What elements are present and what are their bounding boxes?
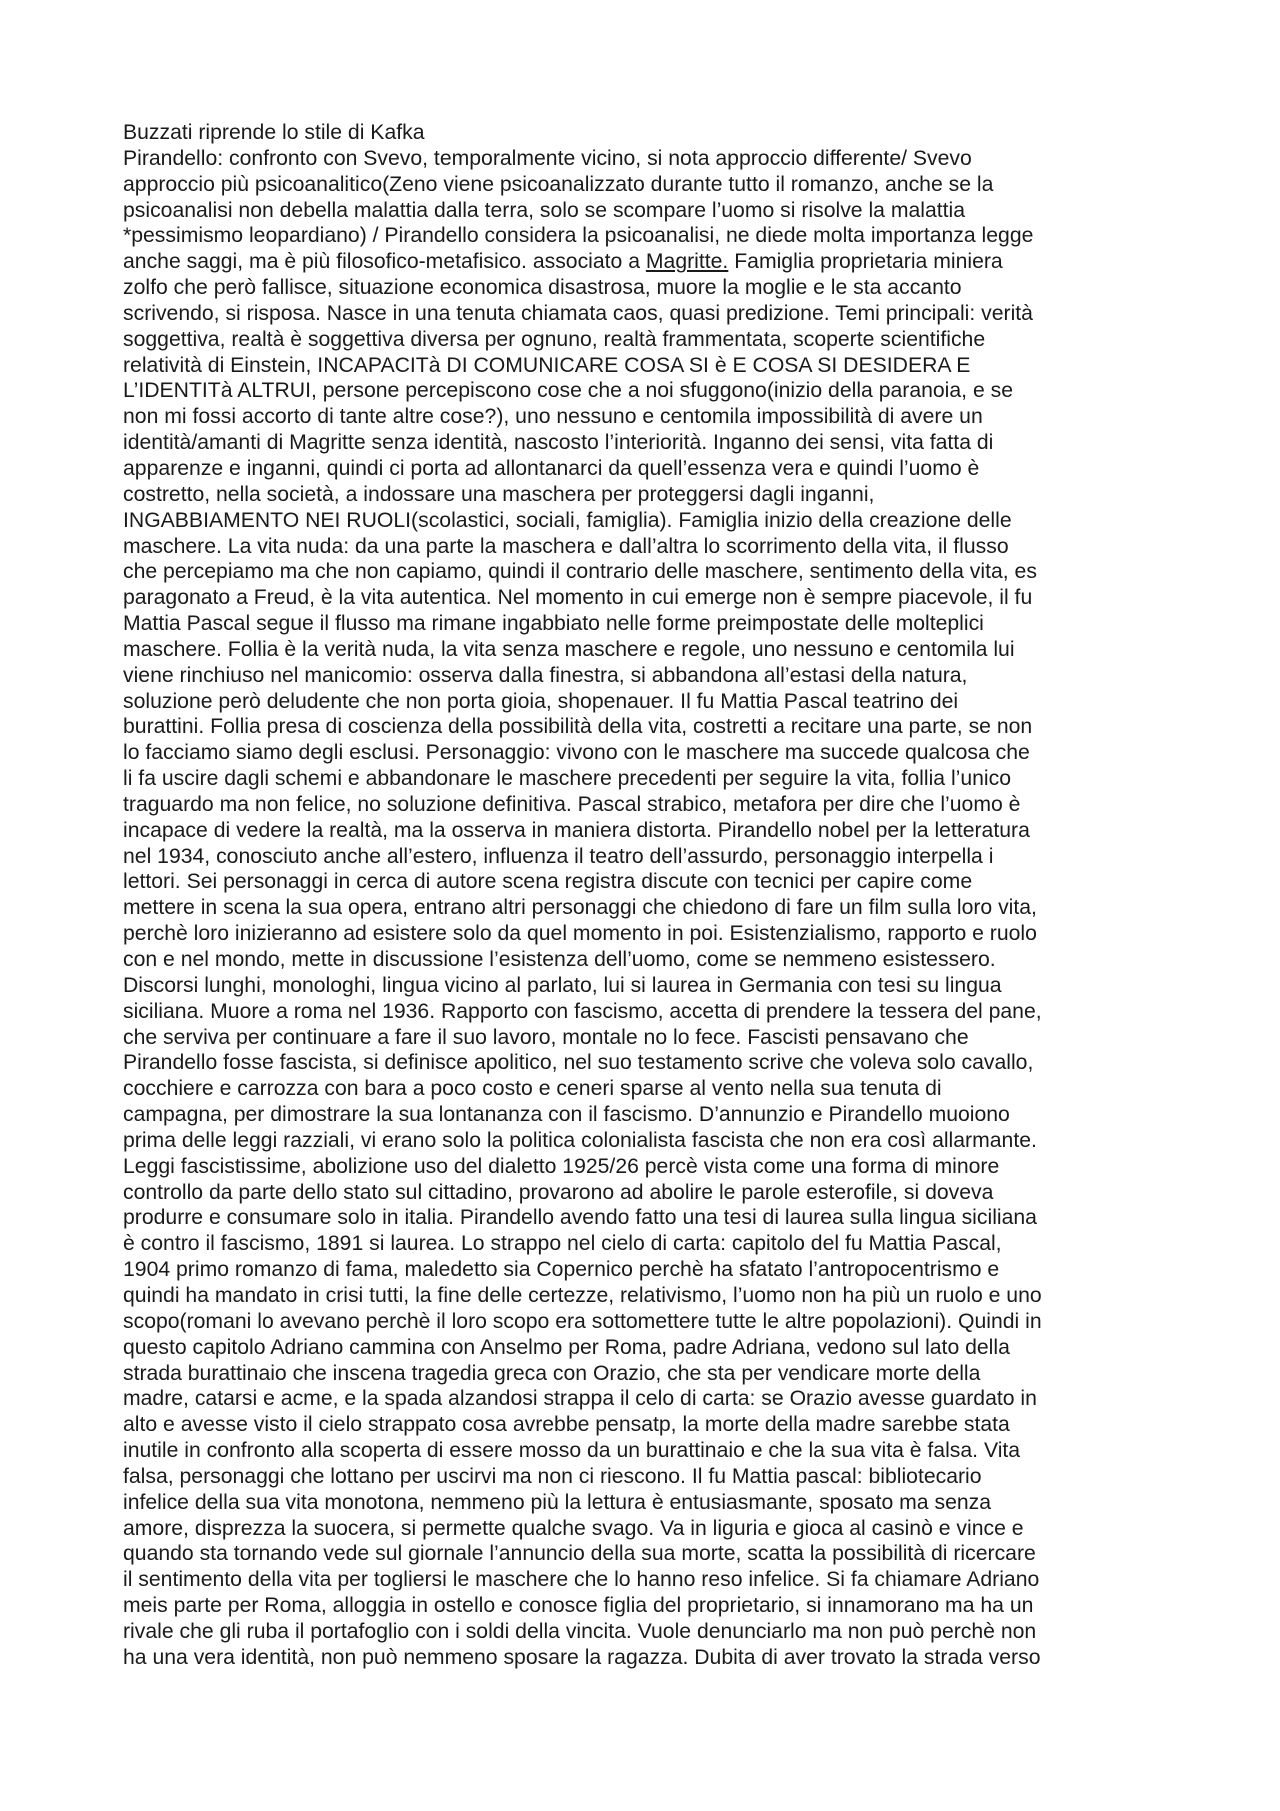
text-line: rivale che gli ruba il portafoglio con i soldi della vincita. Vuole denunciarlo ma non può perchè non <box>123 1619 1037 1643</box>
text-line: ha una vera identità, non può nemmeno sposare la ragazza. Dubita di aver trovato la strada verso <box>123 1645 1041 1669</box>
text-line: mettere in scena la sua opera, entrano altri personaggi che chiedono di fare un film sulla loro vita, <box>123 896 1037 920</box>
text-line: maschere. La vita nuda: da una parte la maschera e dall’altra lo scorrimento della vita, il flusso <box>123 534 1009 558</box>
text-line: meis parte per Roma, alloggia in ostello e conosce figlia del proprietario, si innamorano ma ha un <box>123 1594 1034 1618</box>
text-line: burattini. Follia presa di coscienza della possibilità della vita, costretti a recitare una parte, se non <box>123 715 1033 739</box>
text-line: falsa, personaggi che lottano per uscirvi ma non ci riescono. Il fu Mattia pascal: bibliotecario <box>123 1464 982 1488</box>
text-line: *pessimismo leopardiano) / Pirandello considera la psicoanalisi, ne diede molta importanza legge <box>123 224 1034 248</box>
text-line: madre, catarsi e acme, e la spada alzandosi strappa il celo di carta: se Orazio avesse guardato in <box>123 1387 1037 1411</box>
text-line: siciliana. Muore a roma nel 1936. Rapporto con fascismo, accetta di prendere la tessera del pane, <box>123 999 1042 1023</box>
text-line: Pirandello: confronto con Svevo, temporalmente vicino, si nota approccio differente/ Svevo <box>123 146 972 170</box>
text-line: incapace di vedere la realtà, ma la osserva in maniera distorta. Pirandello nobel per la letteratura <box>123 818 1030 842</box>
text-line: maschere. Follia è la verità nuda, la vita senza maschere e regole, uno nessuno e centomila lui <box>123 637 1015 661</box>
text-line: che percepiamo ma che non capiamo, quindi il contrario delle maschere, sentimento della vita, es <box>123 560 1037 584</box>
text-line: INGABBIAMENTO NEI RUOLI(scolastici, sociali, famiglia). Famiglia inizio della creazione delle <box>123 508 1012 532</box>
text-line: traguardo ma non felice, no soluzione definitiva. Pascal strabico, metafora per dire che l’uomo è <box>123 792 1021 816</box>
text-line: Pirandello fosse fascista, si definisce apolitico, nel suo testamento scrive che voleva solo cavallo, <box>123 1051 1034 1075</box>
text-line: non mi fossi accorto di tante altre cose?), uno nessuno e centomila impossibilità di avere un <box>123 405 983 429</box>
text-line: Mattia Pascal segue il flusso ma rimane ingabbiato nelle forme preimpostate delle molteplici <box>123 612 984 636</box>
text-line: identità/amanti di Magritte senza identità, nascosto l’interiorità. Inganno dei sensi, vita fatta di <box>123 431 994 455</box>
text-line: lettori. Sei personaggi in cerca di autore scena registra discute con tecnici per capire come <box>123 870 973 894</box>
text-line: infelice della sua vita monotona, nemmeno più la lettura è entusiasmante, sposato ma senza <box>123 1490 992 1514</box>
text-line: Discorsi lunghi, monologhi, lingua vicino al parlato, lui si laurea in Germania con tesi su lingua <box>123 973 1002 997</box>
text-line: quando sta tornando vede sul giornale l’annuncio della sua morte, scatta la possibilità di ricercare <box>123 1542 1036 1566</box>
text-line: campagna, per dimostrare la sua lontananza con il fascismo. D’annunzio e Pirandello muoiono <box>123 1103 1010 1127</box>
text-line: soluzione però deludente che non porta gioia, shopenauer. Il fu Mattia Pascal teatrino dei <box>123 689 959 713</box>
document-body <box>123 120 1163 1671</box>
text-line: prima delle leggi razziali, vi erano solo la politica colonialista fascista che non era così allarmante. <box>123 1128 1037 1152</box>
text-line: Buzzati riprende lo stile di Kafka <box>123 121 425 144</box>
text-line: Leggi fascistissime, abolizione uso del dialetto 1925/26 percè vista come una forma di minore <box>123 1154 1000 1178</box>
text-line: scrivendo, si risposa. Nasce in una tenuta chiamata caos, quasi predizione. Temi principali: verità <box>123 301 1033 325</box>
text-line: è contro il fascismo, 1891 si laurea. Lo strappo nel cielo di carta: capitolo del fu Mattia Pascal, <box>123 1232 1002 1256</box>
text-line: controllo da parte dello stato sul cittadino, provarono ad abolire le parole esterofile, si doveva <box>123 1180 994 1204</box>
text-line: amore, disprezza la suocera, si permette qualche svago. Va in liguria e gioca al casinò e vince e <box>123 1516 1024 1540</box>
text-line: zolfo che però fallisce, situazione economica disastrosa, muore la moglie e le sta accanto <box>123 276 962 300</box>
text-line: cocchiere e carrozza con bara a poco costo e ceneri sparse al vento nella sua tenuta di <box>123 1077 942 1101</box>
text-line: perchè loro inizieranno ad esistere solo da quel momento in poi. Esistenzialismo, rapporto e ruolo <box>123 922 1037 946</box>
text-line: inutile in confronto alla scoperta di essere mosso da un burattinaio e che la sua vita è falsa. Vita <box>123 1439 1021 1463</box>
text-line: soggettiva, realtà è soggettiva diversa per ognuno, realtà frammentata, scoperte scientifiche <box>123 327 986 351</box>
text-line: con e nel mondo, mette in discussione l’esistenza dell’uomo, come se nemmeno esistessero. <box>123 948 996 971</box>
text-line: il sentimento della vita per togliersi le maschere che lo hanno reso infelice. Si fa chiamare Adriano <box>123 1568 1040 1592</box>
text-segment: anche saggi, ma è più filosofico-metafisico. associato a <box>123 250 646 274</box>
text-line: alto e avesse visto il cielo strappato cosa avrebbe pensatp, la morte della madre sarebbe stata <box>123 1413 1010 1437</box>
text-line: scopo(romani lo avevano perchè il loro scopo era sottomettere tutte le altre popolazioni). Quindi in <box>123 1309 1042 1333</box>
text-line: approccio più psicoanalitico(Zeno viene psicoanalizzato durante tutto il romanzo, anche se la <box>123 172 994 196</box>
text-line: viene rinchiuso nel manicomio: osserva dalla finestra, si abbandona all’estasi della natura, <box>123 663 968 687</box>
text-line: li fa uscire dagli schemi e abbandonare le maschere precedenti per seguire la vita, follia l’unico <box>123 767 1012 791</box>
text-line: 1904 primo romanzo di fama, maledetto sia Copernico perchè ha sfatato l’antropocentrismo e <box>123 1258 1000 1282</box>
text-line: relatività di Einstein, INCAPACITà DI COMUNICARE COSA SI è E COSA SI DESIDERA E <box>123 353 971 377</box>
text-line: che serviva per continuare a fare il suo lavoro, montale no lo fece. Fascisti pensavano che <box>123 1025 969 1049</box>
text-line: costretto, nella società, a indossare una maschera per proteggersi dagli inganni, <box>123 482 875 506</box>
text-line <box>123 249 1163 275</box>
text-line: paragonato a Freud, è la vita autentica. Nel momento in cui emerge non è sempre piacevole, il fu <box>123 586 1033 610</box>
text-line: questo capitolo Adriano cammina con Anselmo per Roma, padre Adriana, vedono sul lato della <box>123 1335 1010 1359</box>
text-line: produrre e consumare solo in italia. Pirandello avendo fatto una tesi di laurea sulla lingua siciliana <box>123 1206 1037 1230</box>
text-line: nel 1934, conosciuto anche all’estero, influenza il teatro dell’assurdo, personaggio interpella i <box>123 844 994 868</box>
text-line: lo facciamo siamo degli esclusi. Personaggio: vivono con le maschere ma succede qualcosa che <box>123 741 1030 765</box>
magritte-underlined-text: Magritte. <box>645 250 729 274</box>
text-line: apparenze e inganni, quindi ci porta ad allontanarci da quell’essenza vera e quindi l’uomo è <box>123 456 980 480</box>
text-line: L’IDENTITà ALTRUI, persone percepiscono cose che a noi sfuggono(inizio della paranoia, e se <box>123 379 1013 403</box>
text-line: psicoanalisi non debella malattia dalla terra, solo se scompare l’uomo si risolve la malattia <box>123 198 966 222</box>
text-segment: Famiglia proprietaria miniera <box>728 250 1003 274</box>
text-line: strada burattinaio che inscena tragedia greca con Orazio, che sta per vendicare morte della <box>123 1361 981 1385</box>
text-line: quindi ha mandato in crisi tutti, la fine delle certezze, relativismo, l’uomo non ha più un ruolo e uno <box>123 1283 1042 1307</box>
